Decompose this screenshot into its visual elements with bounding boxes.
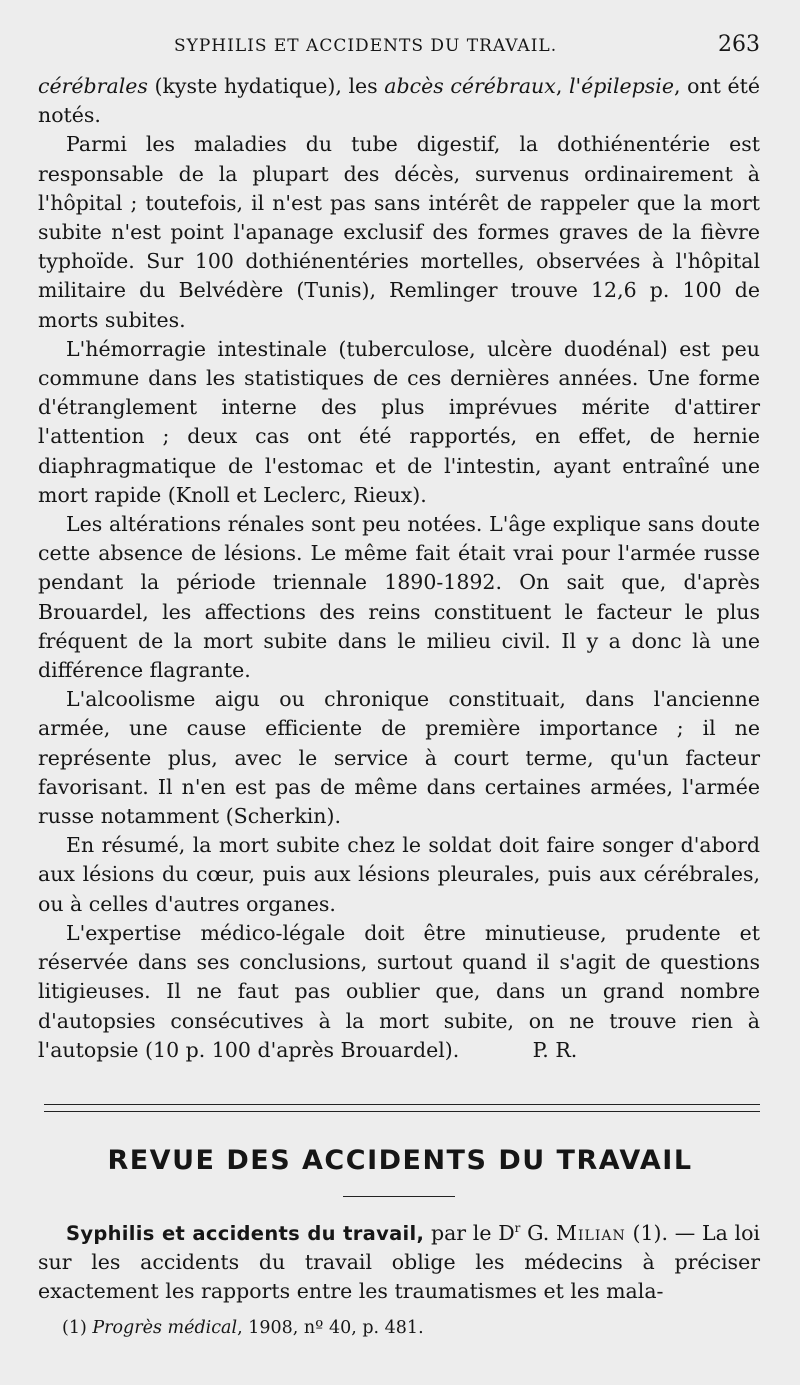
running-title: SYPHILIS ET ACCIDENTS DU TRAVAIL. [174, 36, 558, 56]
divider-rule [44, 1111, 760, 1112]
paragraph-expertise [38, 919, 760, 1065]
author-name: Milian [556, 1220, 626, 1245]
footnote [62, 1318, 762, 1338]
footnote-ref: (1). [625, 1220, 669, 1245]
paragraph-renal: Les altérations rénales sont peu notées. L'âge explique sans doute cette absence de lésions. Le même fait était vrai pour l'armée russe pendant la période triennale 1890-1892. On sait que, d'après Brouardel, les affections des reins constituent le facteur le plus fréquent de la mort subite dans le milieu civil. Il y a donc là une différence flagrante. [38, 512, 760, 683]
paragraph-alcoholism: L'alcoolisme aigu ou chronique constituait, dans l'ancienne armée, une cause efficiente de première importance ; il ne représente plus, avec le service à court terme, qu'un facteur favorisant. Il n'en est pas de même dans certaines armées, l'armée russe notamment (Scherkin). [38, 687, 760, 829]
italic-term: cérébrales [38, 74, 148, 98]
paragraph-text: , [555, 74, 569, 98]
paragraph-continuation [38, 72, 760, 130]
byline-initial: G. [520, 1220, 557, 1245]
paragraph-hemorrhage: L'hémorragie intestinale (tuberculose, ulcère duodénal) est peu commune dans les statistiques de ces dernières années. Une forme d'étranglement interne des plus imprévues mérite d'attirer l'attention ; deux cas ont été rapportés, en effet, de hernie diaphragmatique de l'estomac et de l'intestin, ayant entraîné une mort rapide (Knoll et Leclerc, Rieux). [38, 336, 760, 507]
italic-term: l'épilepsie [568, 74, 674, 98]
body-text [38, 72, 760, 1065]
signature: P. R. [532, 1037, 578, 1062]
paragraph-digestive: Parmi les maladies du tube digestif, la dothiénentérie est responsable de la plupart des décès, survenus ordinairement à l'hôpital ; toutefois, il n'est pas sans intérêt de rappeler que la mort subite n'est point l'apanage exclusif des formes graves de la fièvre typhoïde. Sur 100 dothiénentéries mortelles, observées à l'hôpital militaire du Belvédère (Tunis), Remlinger trouve 12,6 p. 100 de morts subites. [38, 132, 760, 332]
article-text: — La loi sur les accidents du travail oblige les médecins à préciser exactement les rapports entre les traumatismes et les mala- [38, 1220, 760, 1304]
paragraph-text: , ont été notés. [38, 74, 760, 128]
footnote-marker: (1) [62, 1318, 93, 1338]
footnote-journal: Progrès médical [92, 1318, 238, 1338]
footnote-text: , 1908, nº 40, p. 481. [237, 1318, 424, 1338]
page-number: 263 [718, 32, 760, 57]
paragraph-summary: En résumé, la mort subite chez le soldat doit faire songer d'abord aux lésions du cœur, puis aux lésions pleurales, puis aux cérébrales, ou à celles d'autres organes. [38, 833, 760, 916]
paragraph-text: (kyste hydatique), les [147, 74, 385, 98]
section-title: REVUE DES ACCIDENTS DU TRAVAIL [107, 1145, 693, 1176]
short-divider [343, 1196, 455, 1197]
paragraph-text: L'expertise médico-légale doit être minutieuse, prudente et réservée dans ses conclusions, surtout quand il s'agit de questions litigieuses. Il ne faut pas oublier que, dans un grand nombre d'autopsies consécutives à la mort subite, on ne trouve rien à l'autopsie (10 p. 100 d'après Brouardel). [38, 920, 760, 1062]
article-intro [38, 1214, 760, 1306]
byline: par le D [424, 1220, 515, 1245]
article-heading: Syphilis et accidents du travail, [66, 1221, 425, 1245]
article-lead [38, 1214, 760, 1306]
italic-term: abcès cérébraux [384, 74, 556, 98]
byline-sup: r [514, 1221, 521, 1235]
divider-rule [44, 1104, 760, 1105]
